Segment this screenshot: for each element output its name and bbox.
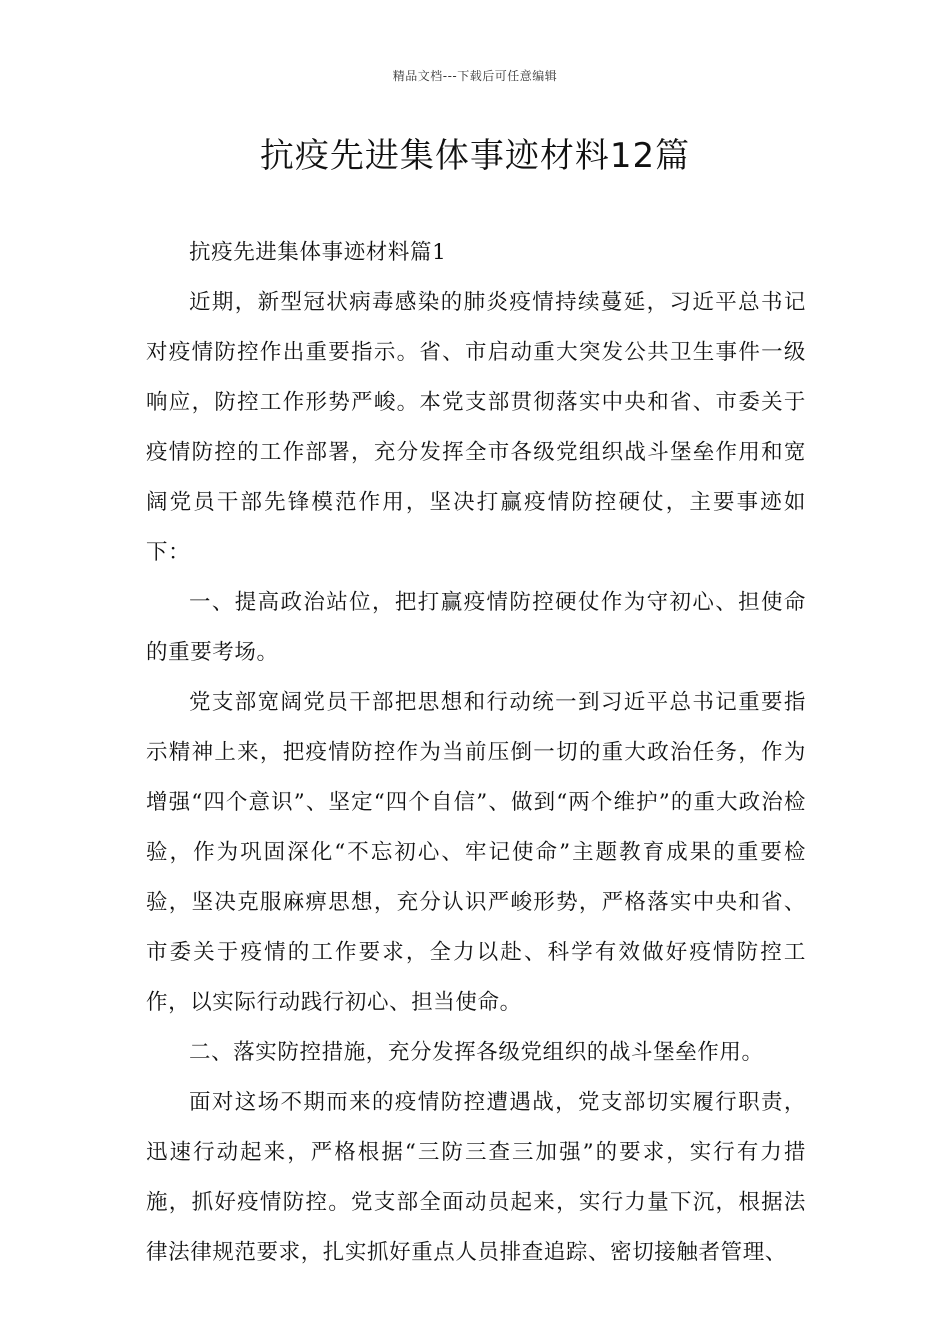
document-title: 抗疫先进集体事迹材料12篇 — [259, 136, 691, 176]
paragraph: 一、提高政治站位，把打赢疫情防控硬仗作为守初心、担使命的重要考场。 — [146, 590, 806, 665]
section-heading: 抗疫先进集体事迹材料篇1 — [189, 240, 447, 265]
paragraph: 近期，新型冠状病毒感染的肺炎疫情持续蔓延，习近平总书记对疫情防控作出重要指示。省、市启动重大突发公共卫生事件一级响应，防控工作形势严峻。本党支部贯彻落实中央和省、市委关于疫情防控的工作部署，充分发挥全市各级党组织战斗堡垒作用和宽阔党员干部先锋模范作用，坚决打赢疫情防控硬仗，主要事迹如下： — [146, 290, 806, 565]
document-body — [146, 228, 806, 1278]
paragraph: 面对这场不期而来的疫情防控遭遇战，党支部切实履行职责，迅速行动起来，严格根据“三防三查三加强”的要求，实行有力措施，抓好疫情防控。党支部全面动员起来，实行力量下沉，根据法律法律规范要求，扎实抓好重点人员排查追踪、密切接触者管理、 — [146, 1090, 806, 1265]
paragraph: 党支部宽阔党员干部把思想和行动统一到习近平总书记重要指示精神上来，把疫情防控作为当前压倒一切的重大政治任务，作为增强“四个意识”、坚定“四个自信”、做到“两个维护”的重大政治检验，作为巩固深化“不忘初心、牢记使命”主题教育成果的重要检验，坚决克服麻痹思想，充分认识严峻形势，严格落实中央和省、市委关于疫情的工作要求，全力以赴、科学有效做好疫情防控工作，以实际行动践行初心、担当使命。 — [146, 690, 806, 1015]
paragraph: 二、落实防控措施，充分发挥各级党组织的战斗堡垒作用。 — [189, 1040, 764, 1065]
header-note: 精品文档---下载后可任意编辑 — [392, 69, 558, 83]
